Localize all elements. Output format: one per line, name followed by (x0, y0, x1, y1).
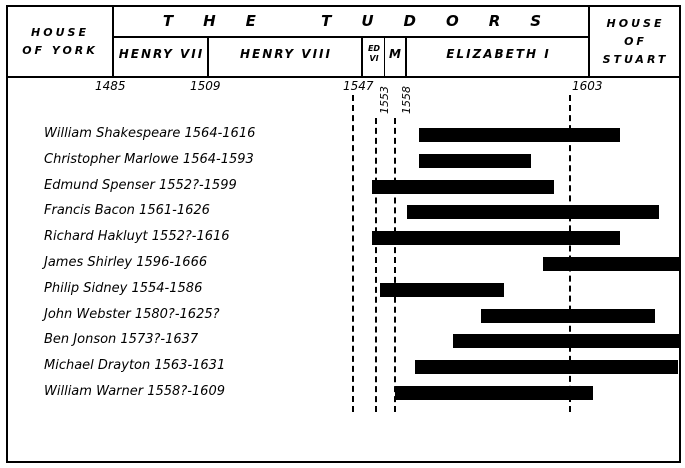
lifespan-bar (372, 231, 620, 245)
house-of-stuart-label: HOUSE OF STUART (602, 16, 669, 66)
writer-label: William Warner 1558?-1609 (44, 384, 225, 399)
writer-label: Edmund Spenser 1552?-1599 (44, 177, 237, 193)
york-divider (112, 5, 114, 78)
lifespan-bar (415, 360, 679, 374)
writer-label: Richard Hakluyt 1552?-1616 (44, 229, 230, 245)
writer-label: John Webster 1580?-1625? (44, 306, 220, 322)
writer-label: Ben Jonson 1573?-1637 (44, 332, 199, 348)
lifespan-bar (419, 154, 532, 168)
lifespan-bar (380, 283, 504, 297)
reign-divider-1558 (405, 36, 407, 78)
reign-elizabeth-i: ELIZABETH I (446, 47, 551, 61)
year-label-1485: 1485 (95, 79, 126, 93)
reign-henry-viii: HENRY VIII (240, 47, 332, 61)
header-bottom-rule (6, 76, 681, 78)
marker-line-1547 (352, 95, 354, 412)
lifespan-bar (419, 128, 621, 142)
reign-henry-vii: HENRY VII (118, 47, 205, 61)
lifespan-bar (395, 386, 593, 400)
tudors-rule (114, 36, 590, 38)
year-label-1558: 1558 (400, 86, 413, 114)
year-label-1509: 1509 (190, 79, 221, 93)
house-of-york-label: HOUSE OF YORK (22, 25, 98, 57)
marker-line-1553 (375, 118, 377, 412)
lifespan-bar (407, 205, 659, 219)
writer-label: Philip Sidney 1554-1586 (44, 280, 203, 296)
lifespan-bar (481, 309, 656, 323)
writer-label: Christopher Marlowe 1564-1593 (44, 151, 254, 167)
reign-divider-1553 (384, 36, 385, 78)
lifespan-bar (453, 334, 680, 348)
writer-label: Michael Drayton 1563-1631 (44, 358, 226, 374)
lifespan-bar (372, 180, 554, 194)
writer-label: Francis Bacon 1561-1626 (44, 203, 210, 219)
writer-label: James Shirley 1596-1666 (44, 255, 208, 270)
marker-line-1558 (394, 118, 396, 412)
stuart-divider (588, 5, 590, 78)
reign-divider-1547 (361, 36, 363, 78)
year-label-1553: 1553 (378, 86, 391, 114)
tudors-title: THE TUDORS (162, 11, 572, 30)
reign-mary: M (389, 47, 403, 61)
dynasty-header (6, 5, 681, 78)
writer-label: William Shakespeare 1564-1616 (44, 126, 256, 141)
lifespan-bar (543, 257, 680, 271)
year-label-1547: 1547 (343, 79, 374, 93)
year-label-1603: 1603 (572, 79, 603, 93)
reign-edward-vi: ED VI (367, 44, 381, 63)
reign-divider-1509 (207, 36, 209, 78)
